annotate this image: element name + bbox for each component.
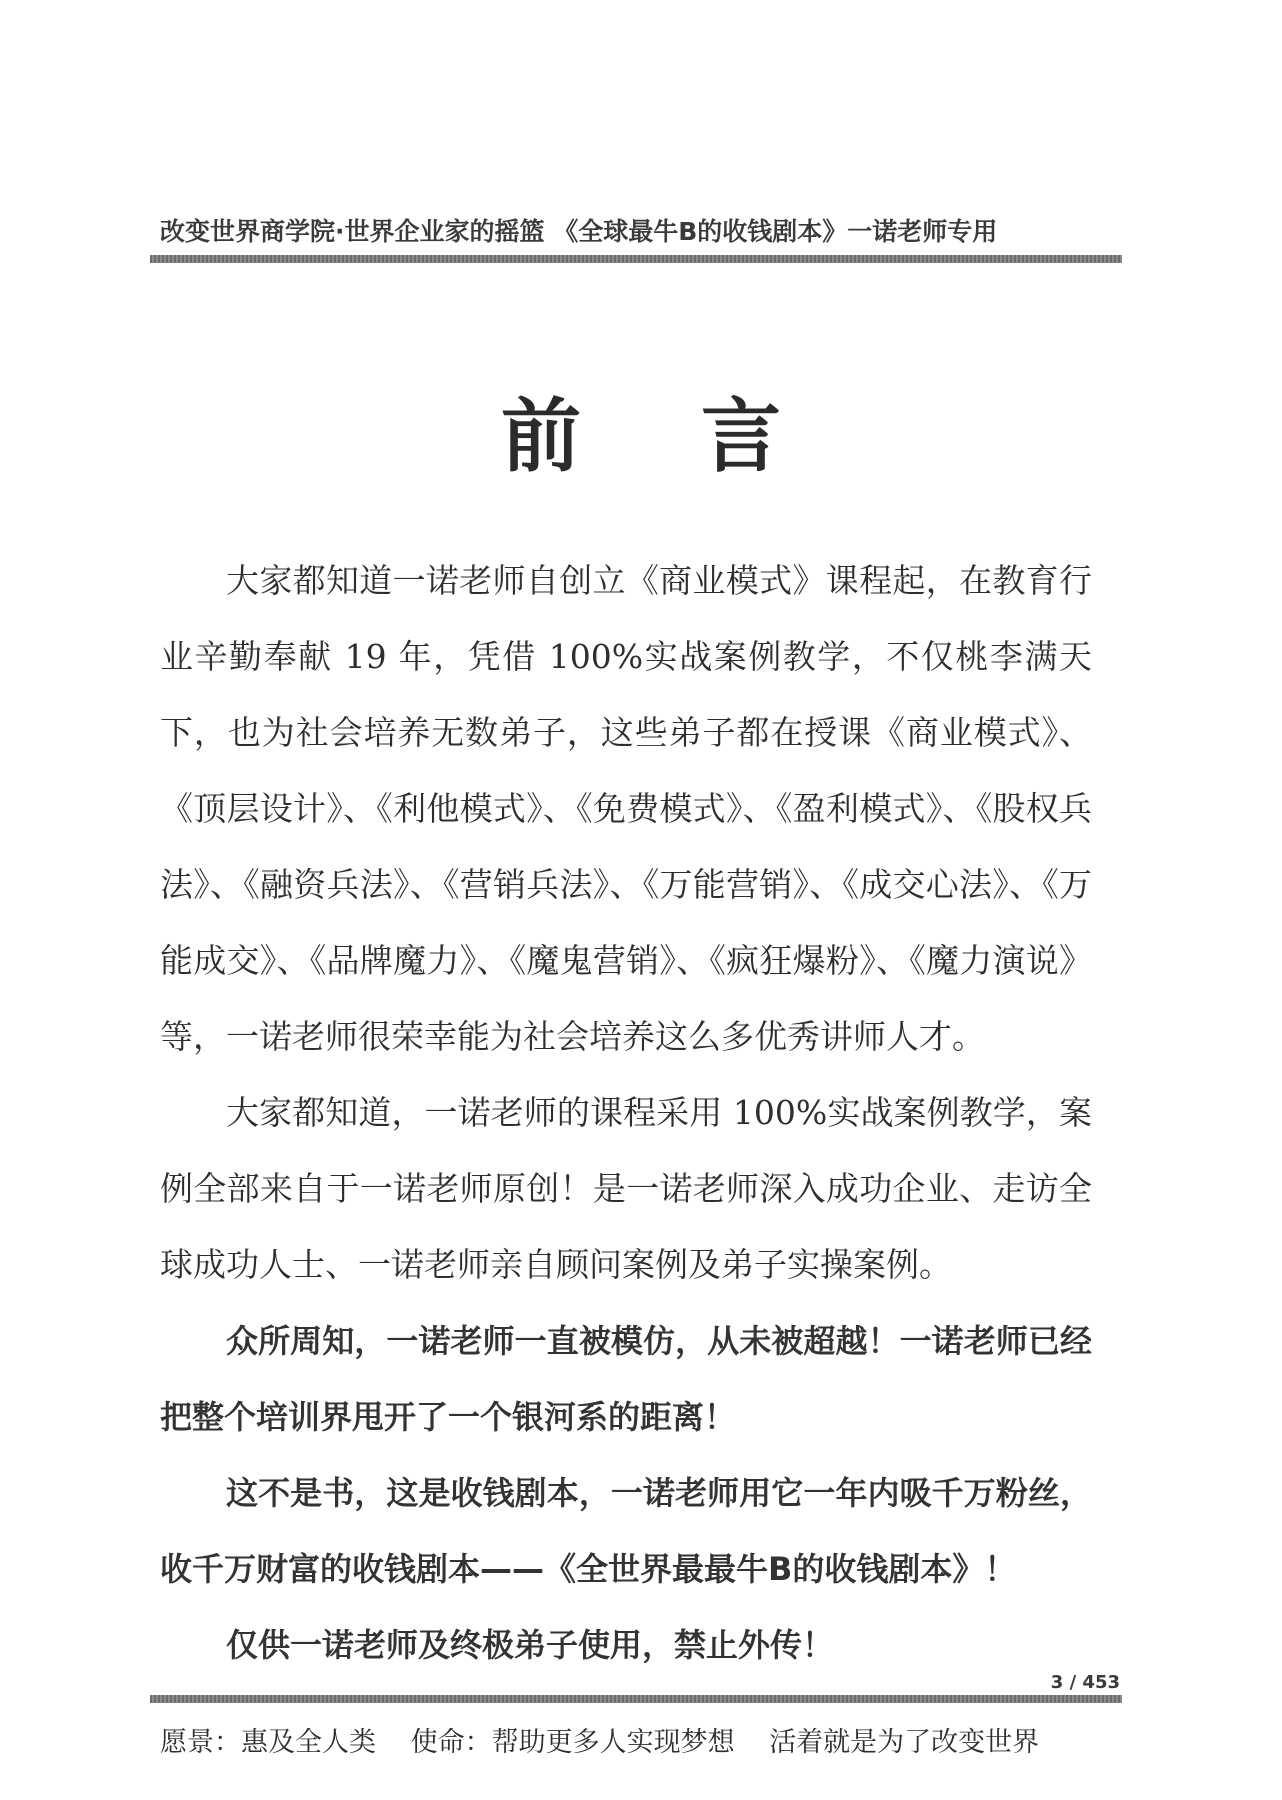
bold-paragraph: 众所周知，一诺老师一直被模仿，从未被超越！一诺老师已经把整个培训界甩开了一个银河系的距离！ (160, 1322, 1092, 1436)
page-number: 3 / 453 (1050, 1672, 1120, 1693)
paragraph: 大家都知道，一诺老师的课程采用 100%实战案例教学，案例全部来自于一诺老师原创！是一诺老师深入成功企业、走访全球成功人士、一诺老师亲自顾问案例及弟子实操案例。 (160, 1093, 1092, 1284)
page-title: 前言 (501, 390, 901, 483)
footer-slogan: 活着就是为了改变世界 (769, 1727, 1040, 1758)
running-footer (160, 1720, 1120, 1759)
footer-mission: 使命：帮助更多人实现梦想 (410, 1727, 735, 1758)
header-rule (150, 255, 1122, 263)
footer-vision: 愿景：惠及全人类 (160, 1727, 376, 1758)
bold-paragraph: 仅供一诺老师及终极弟子使用，禁止外传！ (226, 1626, 835, 1664)
bold-paragraph: 这不是书，这是收钱剧本，一诺老师用它一年内吸千万粉丝，收千万财富的收钱剧本——《全世界最最牛B的收钱剧本》！ (160, 1474, 1092, 1588)
running-header: 改变世界商学院·世界企业家的摇篮 《全球最牛B的收钱剧本》一诺老师专用 (160, 217, 998, 246)
paragraph: 大家都知道一诺老师自创立《商业模式》课程起，在教育行业辛勤奉献 19 年，凭借 100%实战案例教学，不仅桃李满天下，也为社会培养无数弟子，这些弟子都在授课《商业模式》、《顶层设计》、《利他模式》、《免费模式》、《盈利模式》、《股权兵法》、《融资兵法》、《营销兵法》、《万能营销》、《成交心法》、《万能成交》、《品牌魔力》、《魔鬼营销》、《疯狂爆粉》、《魔力演说》等，一诺老师很荣幸能为社会培养这么多优秀讲师人才。 (160, 561, 1092, 1056)
document-body (160, 543, 1092, 1683)
footer-rule (150, 1695, 1122, 1703)
